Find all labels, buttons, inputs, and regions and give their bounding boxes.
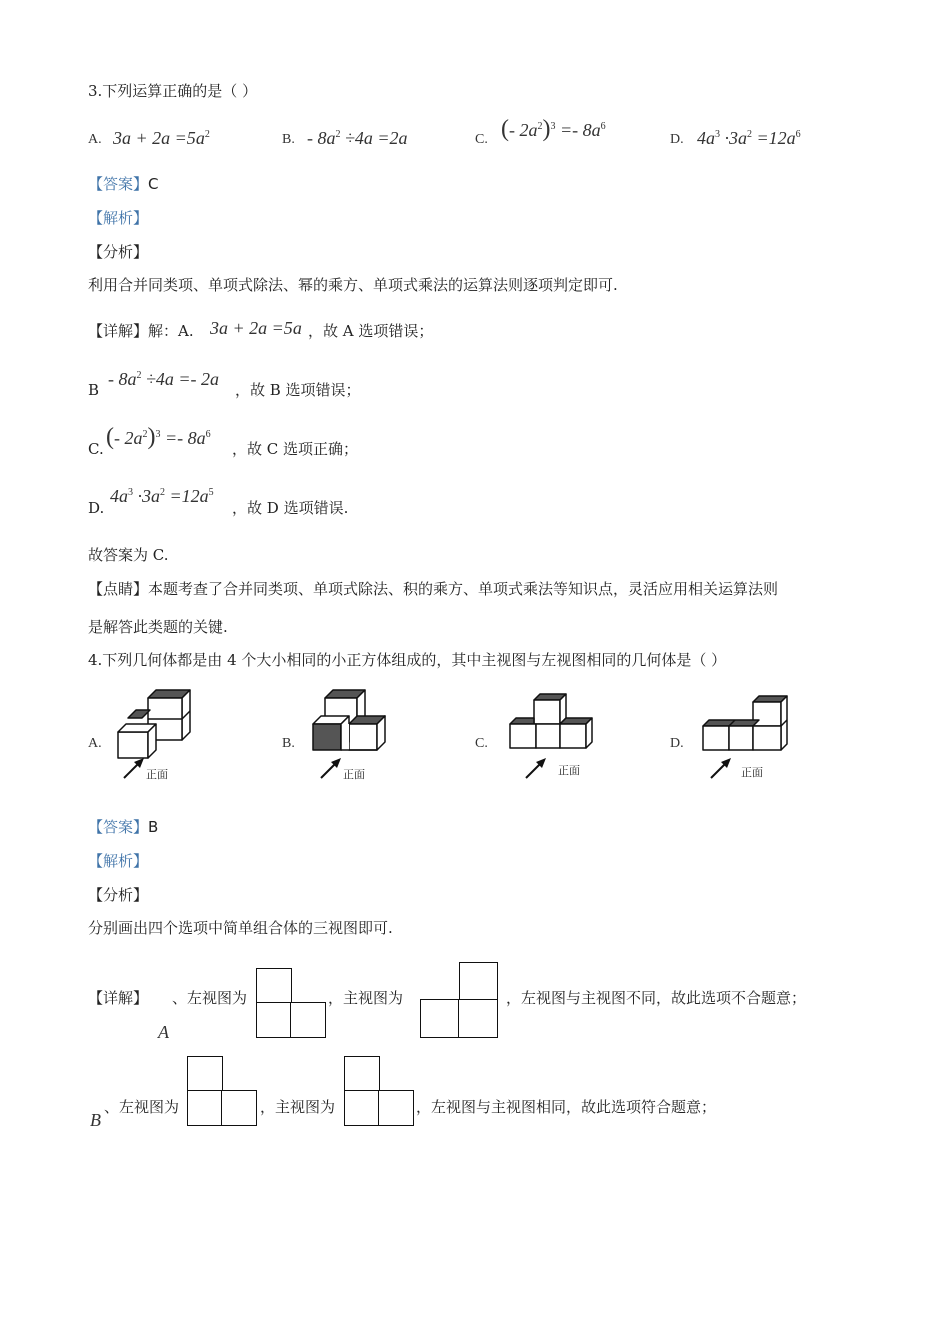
q3-detail-d-label: D. <box>88 499 105 517</box>
q3-fenxi-tag: 【分析】 <box>88 243 149 261</box>
q4-option-c-label: C. <box>475 736 488 751</box>
q4-row-a-label: A <box>158 1022 169 1042</box>
grid-cell <box>344 1056 380 1092</box>
q3-detail-d-expr: $4a^3 \cdot 3a^2 =12a^5$ <box>110 486 214 506</box>
q4-figure-a-front-label: 正面 <box>146 768 168 781</box>
q3-answer-line <box>88 174 159 194</box>
q4-jiexi-tag: 【解析】 <box>88 852 149 870</box>
q3-dianjing-text: 本题考查了合并同类项、单项式除法、积的乘方、单项式乘法等知识点，灵活应用相关运算法则 <box>148 580 779 598</box>
q4-option-d-label: D. <box>670 736 684 751</box>
grid-cell <box>458 999 498 1038</box>
q4-row-b-text2: ，主视图为 <box>260 1098 336 1116</box>
q4-row-b-left-view <box>187 1056 257 1126</box>
q4-detail-tag: 【详解】 <box>88 989 149 1007</box>
q3-detail-tag: 【详解】 <box>88 322 149 340</box>
q4-option-a-label: A. <box>88 736 102 751</box>
q3-detail-prefix: 解：A. <box>148 322 194 340</box>
grid-cell <box>290 1002 326 1038</box>
q4-row-a-text1: 、左视图为 <box>172 989 248 1007</box>
q4-answer-line <box>88 817 158 837</box>
q3-answer-value: C <box>148 175 159 193</box>
q4-title: 4.下列几何体都是由 4 个大小相同的小正方体组成的，其中主视图与左视图相同的几何体是（ ） <box>88 651 727 669</box>
q4-row-a-text2: ，主视图为 <box>328 989 404 1007</box>
q4-option-b-label: B. <box>282 736 295 751</box>
q3-detail-c-label: C. <box>88 440 104 458</box>
q4-fenxi-tag: 【分析】 <box>88 886 149 904</box>
q3-conclusion: 故答案为 C. <box>88 546 169 564</box>
q4-row-b-text1: 、左视图为 <box>104 1098 180 1116</box>
grid-cell <box>378 1090 414 1126</box>
q3-detail-a-text: ，故 A 选项错误； <box>308 322 434 340</box>
q3-option-a-expr: $3a + 2a =5a^2$ <box>113 128 210 148</box>
q3-jiexi-tag: 【解析】 <box>88 209 149 227</box>
q3-detail-b-text: ，故 B 选项错误； <box>235 381 361 399</box>
q3-option-c-label: C. <box>475 132 488 147</box>
grid-cell <box>256 1002 292 1038</box>
grid-cell <box>256 968 292 1004</box>
q3-option-d-label: D. <box>670 132 684 147</box>
q4-figure-a <box>110 680 200 784</box>
q3-detail-d-text: ，故 D 选项错误. <box>232 499 349 517</box>
grid-cell <box>459 962 498 1000</box>
q3-dianjing-tag: 【点睛】 <box>88 580 149 598</box>
q4-row-a-text3: ，左视图与主视图不同，故此选项不合题意； <box>506 989 807 1007</box>
q4-figure-b <box>303 680 393 784</box>
q3-dianjing-line1 <box>88 579 778 599</box>
q4-figure-b-front-label: 正面 <box>343 768 365 781</box>
q3-option-b-expr: - $8a^2 \div 4a =2a$ <box>307 128 408 148</box>
q4-figure-d <box>695 690 795 785</box>
q3-detail-a-expr: 3a + 2a =5a <box>210 318 302 338</box>
grid-cell <box>187 1056 223 1092</box>
q4-fenxi-text: 分别画出四个选项中简单组合体的三视图即可. <box>88 919 393 937</box>
q4-figure-c-front-label: 正面 <box>558 764 580 777</box>
q3-dianjing-line2: 是解答此类题的关键. <box>88 618 228 636</box>
q3-option-b-label: B. <box>282 132 295 147</box>
q4-answer-tag: 【答案】 <box>88 818 149 836</box>
grid-cell <box>420 999 460 1038</box>
q3-detail-c-expr: (- $2a^2)^3 =- 8a^6$ <box>106 424 211 450</box>
q3-option-a-label: A. <box>88 132 102 147</box>
q4-row-b-label: B <box>90 1110 101 1130</box>
grid-cell <box>221 1090 257 1126</box>
q3-title: 3.下列运算正确的是（ ） <box>88 82 258 100</box>
q3-answer-tag: 【答案】 <box>88 175 149 193</box>
q4-row-a-front-view <box>420 962 498 1038</box>
q4-row-b-front-view <box>344 1056 414 1126</box>
q3-option-d-expr: $4a^3 \cdot 3a^2 =12a^6$ <box>697 128 801 148</box>
grid-cell <box>344 1090 380 1126</box>
q3-fenxi-text: 利用合并同类项、单项式除法、幂的乘方、单项式乘法的运算法则逐项判定即可. <box>88 276 618 294</box>
q4-answer-value: B <box>148 818 159 836</box>
q4-figure-d-front-label: 正面 <box>741 766 763 779</box>
q4-row-a-left-view <box>256 968 326 1038</box>
q4-figure-c <box>500 690 600 785</box>
grid-cell <box>187 1090 223 1126</box>
q4-row-b-text3: ，左视图与主视图相同，故此选项符合题意； <box>416 1098 717 1116</box>
q3-detail-c-text: ，故 C 选项正确； <box>232 440 359 458</box>
q3-detail-b-label: B <box>88 381 100 399</box>
q3-option-c-expr: (- $2a^2)^3 =- 8a^6$ <box>501 116 606 142</box>
q3-detail-a <box>88 321 194 341</box>
q3-detail-b-expr: - $8a^2 \div 4a =- 2a$ <box>108 369 220 389</box>
